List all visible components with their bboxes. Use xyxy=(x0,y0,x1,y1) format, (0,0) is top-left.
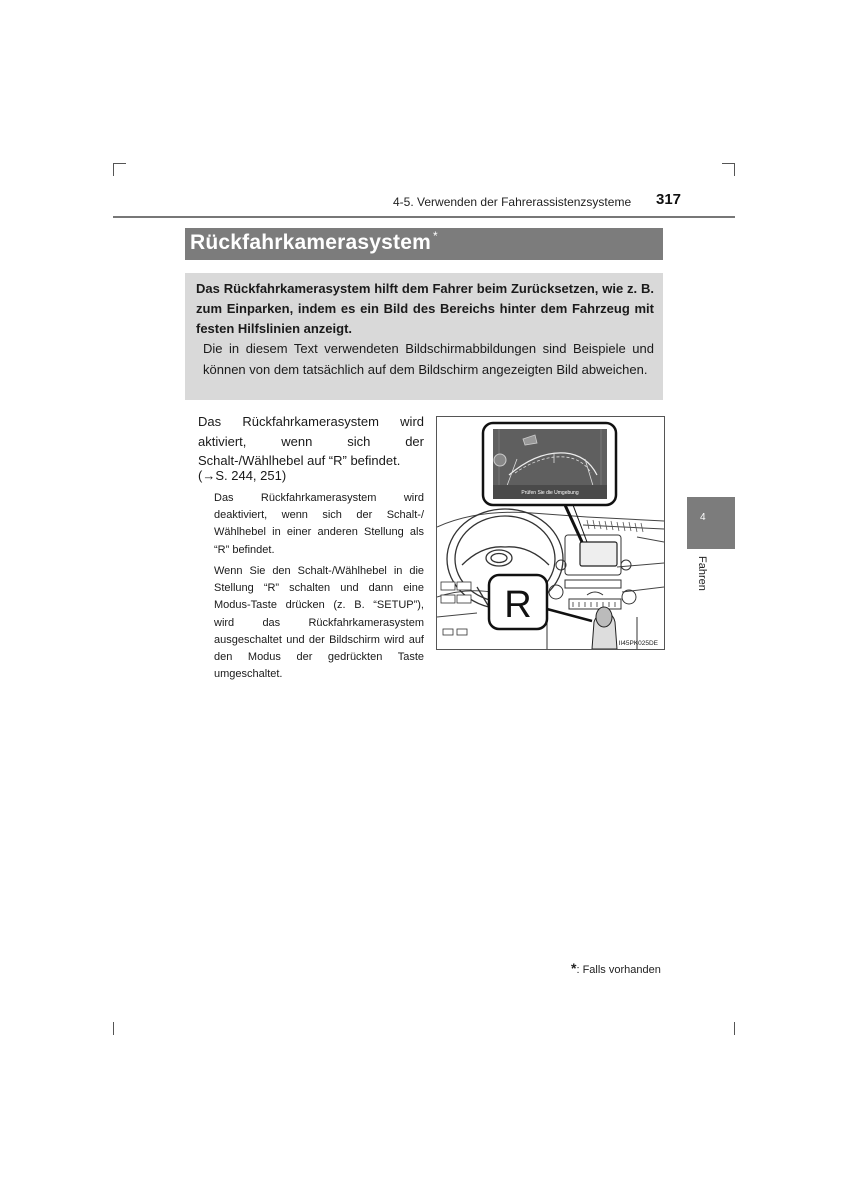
screen-caption: Prüfen Sie die Umgebung xyxy=(521,490,579,496)
note-deactivation: Das Rückfahrkamerasystem wird deaktiviert, wenn sich der Schalt-/ Wählhebel in einer anderen Stellung als “R” befindet. xyxy=(214,492,424,556)
crop-mark-bottom-left xyxy=(113,1022,114,1035)
chapter-tab-label: Fahren xyxy=(696,556,708,591)
section-title-bar xyxy=(185,228,663,260)
crop-mark-top-left-v xyxy=(113,163,114,176)
intro-note: Die in diesem Text verwendeten Bildschirmabbildungen sind Beispiele und können von dem tatsächlich auf dem Bildschirm angezeigten Bild abweichen. xyxy=(203,341,654,377)
gear-letter-r: R xyxy=(504,584,532,626)
crop-mark-top-left-h xyxy=(113,163,126,164)
section-title-text: Rückfahrkamerasystem xyxy=(190,231,431,254)
shift-lever xyxy=(592,607,617,649)
note-mode-button: Wenn Sie den Schalt-/Wählhebel in die Stellung “R” schalten und dann eine Modus-Taste drücken (z. B. “SETUP”), wird das Rückfahrkamerasystem ausgeschaltet und der Bildschirm wird auf den Modus der gedrückten Taste umgeschaltet. xyxy=(214,565,424,681)
body-main-text: Das Rückfahrkamerasystem wird aktiviert, wenn sich der Schalt-/Wählhebel auf “R” befindet. xyxy=(198,414,424,468)
reference-arrow-icon: → xyxy=(202,468,216,483)
center-display xyxy=(580,542,617,566)
dashboard-illustration xyxy=(436,416,665,650)
page-number: 317 xyxy=(656,191,682,208)
rear-camera-screen-callout xyxy=(483,423,616,505)
running-header-section: 4-5. Verwenden der Fahrerassistenzsysteme xyxy=(393,195,632,209)
page-reference-text: S. 244, 251 xyxy=(215,468,282,483)
page-reference-open: ( xyxy=(198,468,203,483)
section-title xyxy=(190,231,438,255)
intro-lead: Das Rückfahrkamerasystem hilft dem Fahrer beim Zurücksetzen, wie z. B. zum Einparken, indem es ein Bild des Bereichs hinter dem Fahrzeug mit festen Hilfslinien anzeigt. xyxy=(196,281,654,336)
header-rule xyxy=(113,216,735,218)
page-reference xyxy=(198,468,286,483)
page-reference-close: ) xyxy=(281,468,287,483)
intro-box xyxy=(185,273,663,400)
dashboard-drawing xyxy=(437,417,664,649)
image-code: II45PK025DE xyxy=(618,640,658,647)
footnote-marker: * xyxy=(571,960,577,976)
footnote-text: : Falls vorhanden xyxy=(576,964,661,976)
gear-r-callout xyxy=(489,575,547,629)
crop-mark-top-right-v xyxy=(734,163,735,176)
section-title-marker: * xyxy=(432,229,438,243)
dash-top-edge xyxy=(437,512,587,527)
chapter-tab xyxy=(687,497,735,549)
chapter-tab-number: 4 xyxy=(700,512,706,523)
footnote xyxy=(571,960,661,976)
crop-mark-bottom-right xyxy=(734,1022,735,1035)
